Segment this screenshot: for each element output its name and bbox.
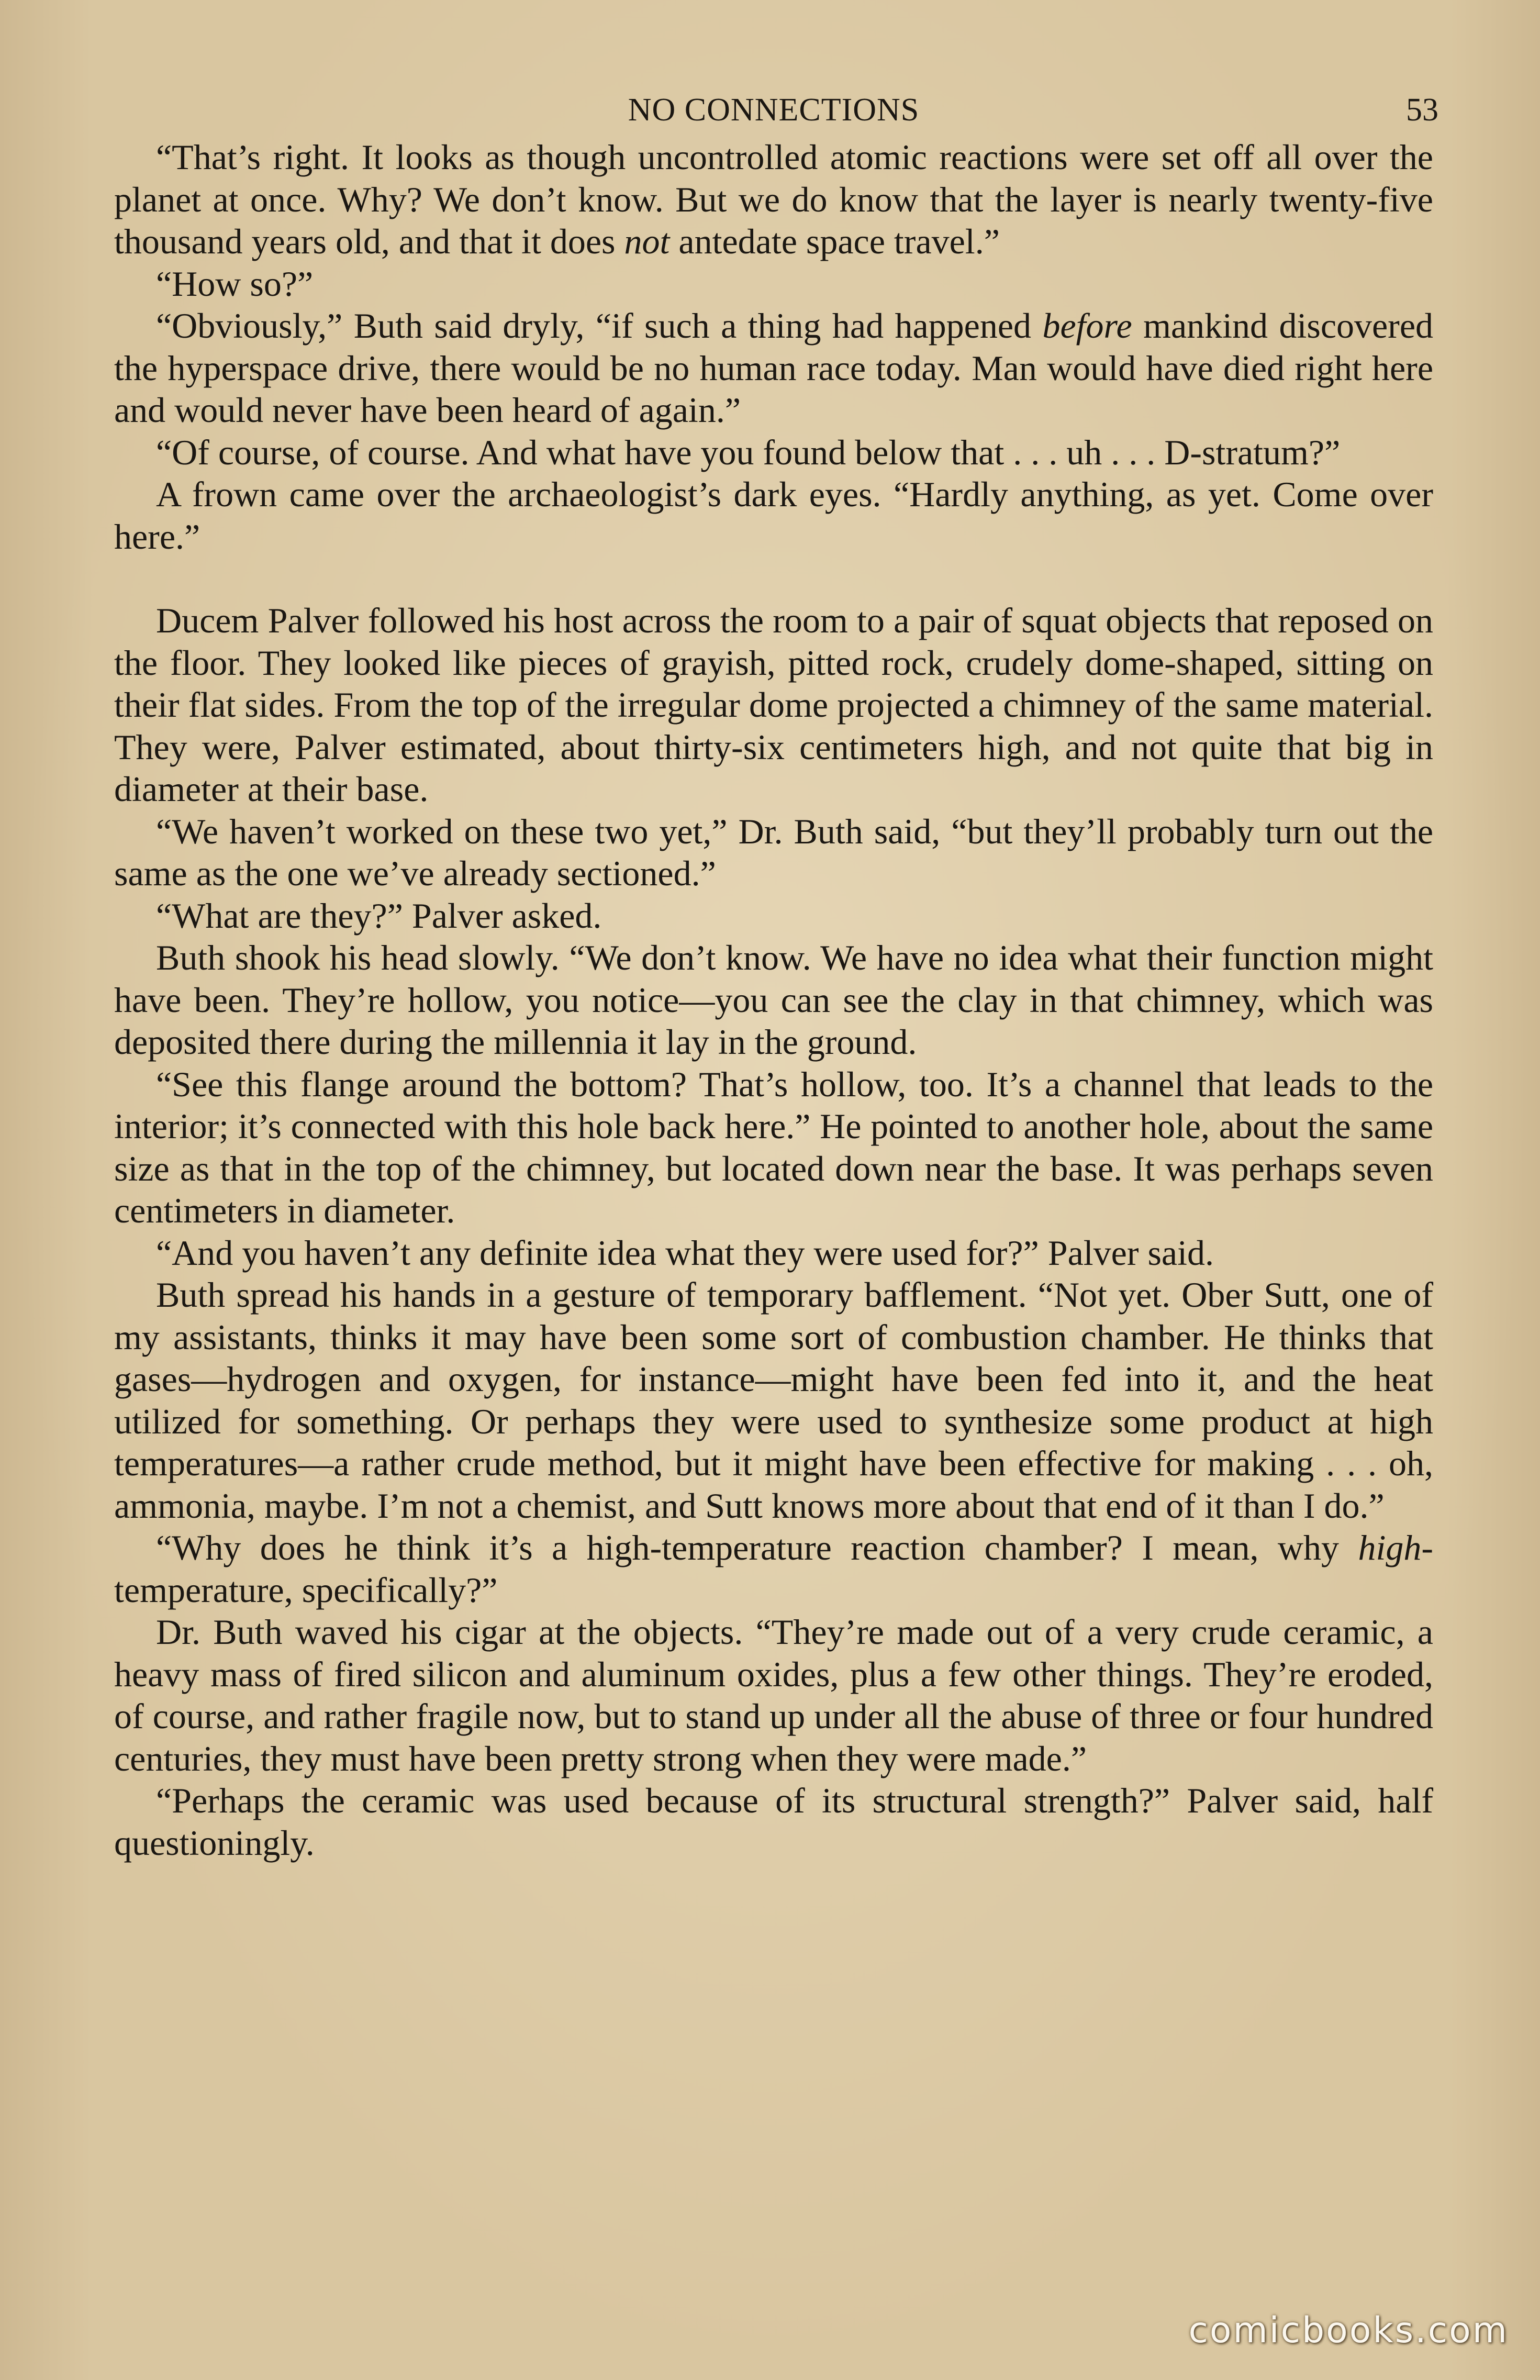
- page-number: 53: [1406, 92, 1438, 128]
- section-break: [114, 558, 1433, 599]
- book-page: [114, 84, 1438, 2335]
- paragraph: “Why does he think it’s a high-temperature reaction chamber? I mean, why high-temperature, specifically?”: [114, 1528, 1433, 1610]
- paragraph: Buth spread his hands in a gesture of temporary bafflement. “Not yet. Ober Sutt, one of my assistants, thinks it may have been some sort of combustion chamber. He thinks that gases—hydrogen and oxygen, for instance—might have been fed into it, and the heat utilized for something. Or perhaps they were used to synthesize some product at high temperatures—a rather crude method, but it might have been effective for making . . . oh, ammonia, maybe. I’m not a chemist, and Sutt knows more about that end of it than I do.”: [114, 1275, 1433, 1526]
- paragraph: “That’s right. It looks as though uncontrolled atomic reactions were set off all over the planet at once. Why? We don’t know. But we do know that the layer is nearly twenty-five thousand years old, and that it does not antedate space travel.”: [114, 137, 1433, 261]
- running-head: [114, 84, 1438, 136]
- paragraph: A frown came over the archaeologist’s dark eyes. “Hardly anything, as yet. Come over here.”: [114, 474, 1433, 557]
- running-title: NO CONNECTIONS: [628, 92, 920, 128]
- paragraph: “See this flange around the bottom? That’s hollow, too. It’s a channel that leads to the interior; it’s connected with this hole back here.” He pointed to another hole, about the same size as that in the top of the chimney, but located down near the base. It was perhaps seven centimeters in diameter.: [114, 1064, 1433, 1230]
- paragraph: “Perhaps the ceramic was used because of its structural strength?” Palver said, half questioningly.: [114, 1781, 1433, 1863]
- paragraph: Dr. Buth waved his cigar at the objects. “They’re made out of a very crude ceramic, a heavy mass of fired silicon and aluminum oxides, plus a few other things. They’re eroded, of course, and rather fragile now, but to stand up under all the abuse of three or four hundred centuries, they must have been pretty strong when they were made.”: [114, 1612, 1433, 1778]
- paragraph: “And you haven’t any definite idea what they were used for?” Palver said.: [156, 1232, 1214, 1273]
- paragraph: Ducem Palver followed his host across the room to a pair of squat objects that reposed on the floor. They looked like pieces of grayish, pitted rock, crudely dome-shaped, sitting on their flat sides. From the top of the irregular dome projected a chimney of the same material. They were, Palver estimated, about thirty-six centimeters high, and not quite that big in diameter at their base.: [114, 600, 1433, 809]
- paragraph: “Of course, of course. And what have you found below that . . . uh . . . D-stratum?”: [156, 432, 1341, 472]
- paragraph: Buth shook his head slowly. “We don’t know. We have no idea what their function might have been. They’re hollow, you notice—you can see the clay in that chimney, which was deposited there during the millennia it lay in the ground.: [114, 938, 1433, 1062]
- paragraph: “Obviously,” Buth said dryly, “if such a thing had happened before mankind discovered the hyperspace drive, there would be no human race today. Man would have died right here and would never have been heard of again.”: [114, 306, 1434, 430]
- watermark: comicbooks.com: [1188, 2310, 1509, 2351]
- paragraph: “How so?”: [156, 263, 314, 304]
- body-text: [114, 136, 1433, 1864]
- paragraph: “We haven’t worked on these two yet,” Dr. Buth said, “but they’ll probably turn out the same as the one we’ve already sectioned.”: [114, 811, 1433, 893]
- paragraph: “What are they?” Palver asked.: [156, 895, 602, 936]
